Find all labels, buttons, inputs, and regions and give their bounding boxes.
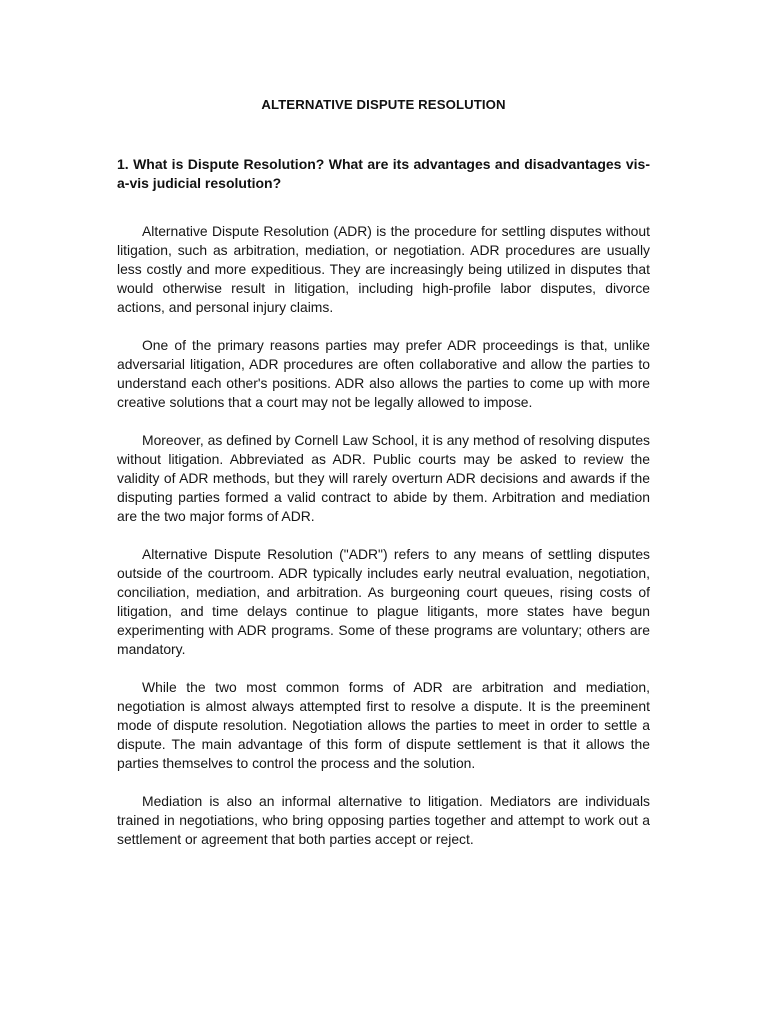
document-title: ALTERNATIVE DISPUTE RESOLUTION: [261, 97, 506, 112]
paragraph-5: While the two most common forms of ADR are arbitration and mediation, negotiation is almost always attempted first to resolve a dispute. It is the preeminent mode of dispute resolution. Negotiation allows the parties to meet in order to settle a dispute. The main advantage of this form of dispute settlement is that it allows the parties themselves to control the process and the solution.: [117, 679, 650, 771]
paragraph-6: Mediation is also an informal alternative to litigation. Mediators are individuals trained in negotiations, who bring opposing parties together and attempt to work out a settlement or agreement that both parties accept or reject.: [117, 793, 650, 847]
paragraph-4: Alternative Dispute Resolution ("ADR") refers to any means of settling disputes outside of the courtroom. ADR typically includes early neutral evaluation, negotiation, conciliation, mediation, and arbitration. As burgeoning court queues, rising costs of litigation, and time delays continue to plague litigants, more states have begun experimenting with ADR programs. Some of these programs are voluntary; others are mandatory.: [117, 546, 650, 657]
paragraph-2: One of the primary reasons parties may prefer ADR proceedings is that, unlike adversarial litigation, ADR procedures are often collaborative and allow the parties to understand each other's positions. ADR also allows the parties to come up with more creative solutions that a court may not be legally allowed to impose.: [117, 337, 650, 410]
paragraph-3: Moreover, as defined by Cornell Law School, it is any method of resolving disputes without litigation. Abbreviated as ADR. Public courts may be asked to review the validity of ADR methods, but they will rarely overturn ADR decisions and awards if the disputing parties formed a valid contract to abide by them. Arbitration and mediation are the two major forms of ADR.: [117, 432, 650, 524]
paragraph-1: Alternative Dispute Resolution (ADR) is the procedure for settling disputes without litigation, such as arbitration, mediation, or negotiation. ADR procedures are usually less costly and more expeditious. They are increasingly being utilized in disputes that would otherwise result in litigation, including high-profile labor disputes, divorce actions, and personal injury claims.: [117, 223, 650, 315]
question-heading: 1. What is Dispute Resolution? What are its advantages and disadvantages vis-a-vis judicial resolution?: [117, 156, 650, 191]
